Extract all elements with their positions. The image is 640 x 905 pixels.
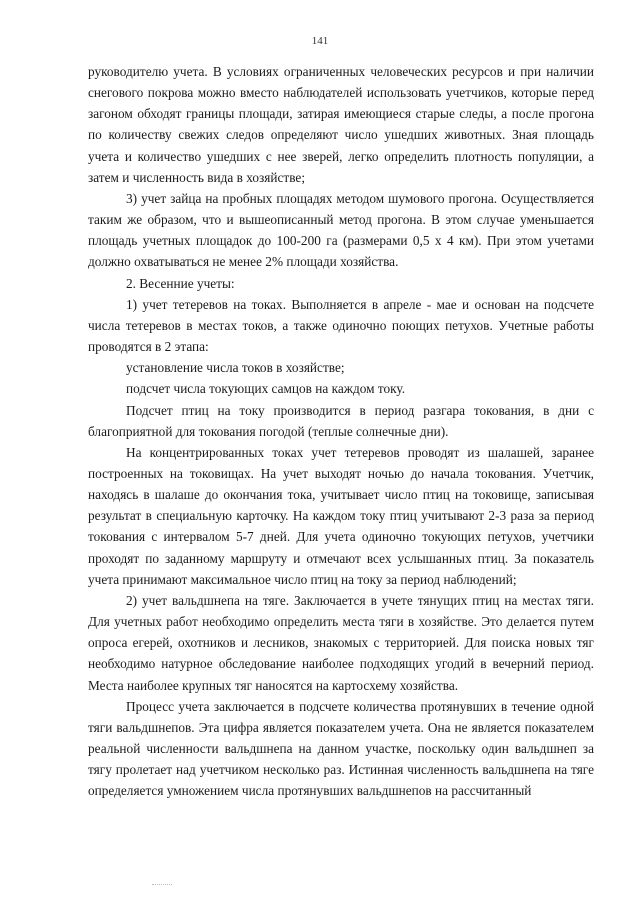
scan-artifact [152, 884, 172, 887]
paragraph-5: Подсчет птиц на току производится в период разгара токования, в дни с благоприятной для токования погодой (теплые солнечные дни). [88, 402, 594, 439]
paragraph-8: Процесс учета заключается в подсчете количества протянувших в течение одной тяги вальдшнепов. Эта цифра является показателем учета. Она не является показателем реальной численности вальдшнепа на данном участке, поскольку один вальдшнеп за тягу пролетает над учетчиком несколько раз. Истинная численность вальдшнепа на тяге определяется умножением числа протянувших вальдшнепов на рассчитанный [88, 698, 594, 799]
paragraph-6: На концентрированных токах учет тетеревов проводят из шалашей, заранее построенных на токовищах. На учет выходят ночью до начала токования. Учетчик, находясь в шалаше до окончания тока, учитывает число птиц на токовище, записывая результат в специальную карточку. На каждом току птиц учитывают 2-3 раза за период токования с интервалом 5-7 дней. Для учета одиночно токующих петухов, учетчики проходят по заданному маршруту и отмечают всех услышанных птиц. За показатель учета принимают максимальное число птиц на току за период наблюдений; [88, 444, 594, 587]
paragraph-1: руководителю учета. В условиях ограниченных человеческих ресурсов и при наличии снегового покрова можно вместо наблюдателей использовать учетчиков, которые перед загоном обходят границы площади, затирая имеющиеся старые следы, а после прогона по количеству свежих следов определяют число ушедших животных. Зная площадь учета и количество ушедших с нее зверей, легко определить плотность популяции, а затем и численность вида в хозяйстве; [88, 64, 594, 185]
paragraph-3: 2. Весенние учеты: [126, 275, 235, 291]
page-number: 141 [311, 35, 329, 47]
paragraph-2: 3) учет зайца на пробных площадях методом шумового прогона. Осуществляется таким же образом, что и вышеописанный метод прогона. В этом случае уменьшается площадь учетных площадок до 100-200 га (размерами 0,5 х 4 км). При этом учетами должно охватываться не менее 2% площади хозяйства. [88, 190, 594, 270]
list-item-1: установление числа токов в хозяйстве; [126, 360, 345, 376]
paragraph-7: 2) учет вальдшнепа на тяге. Заключается в учете тянущих птиц на местах тяги. Для учетных работ необходимо определить места тяги в хозяйстве. Это делается путем опроса егерей, охотников и лесников, знакомых с территорией. Для поиска новых тяг необходимо натурное обследование наиболее подходящих угодий в вечерний период. Места наиболее крупных тяг наносятся на картосхему хозяйства. [88, 592, 594, 693]
list-item-2: подсчет числа токующих самцов на каждом току. [126, 381, 406, 397]
page-body [88, 61, 594, 801]
paragraph-4: 1) учет тетеревов на токах. Выполняется в апреле - мае и основан на подсчете числа тетеревов в местах токов, а также одиночно поющих петухов. Учетные работы проводятся в 2 этапа: [88, 296, 594, 355]
